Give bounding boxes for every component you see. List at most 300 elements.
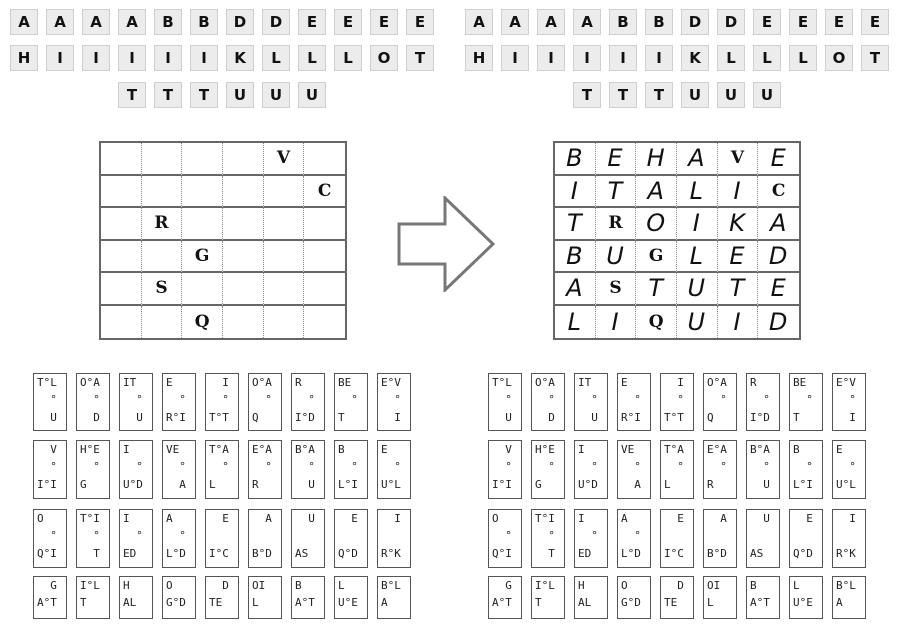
clue-card-line: R — [707, 478, 727, 491]
letter-tile[interactable]: H — [465, 45, 493, 71]
grid-cell[interactable]: R — [596, 208, 637, 241]
grid-cell[interactable]: U — [677, 306, 718, 339]
letter-tile[interactable]: L — [262, 45, 290, 71]
letter-tile[interactable]: T — [118, 82, 146, 108]
clue-card-line: T°A — [209, 443, 229, 456]
clue-card-line — [381, 530, 401, 541]
grid-cell[interactable] — [101, 143, 142, 176]
clue-card[interactable] — [76, 440, 110, 499]
clue-card-line: H — [123, 579, 143, 592]
grid-cell[interactable] — [182, 273, 223, 306]
clue-card[interactable] — [162, 440, 196, 499]
grid-cell[interactable] — [101, 306, 142, 339]
grid-cell[interactable] — [223, 273, 264, 306]
clue-card[interactable] — [33, 440, 67, 499]
clue-card[interactable] — [660, 440, 694, 499]
clue-card[interactable] — [291, 576, 325, 619]
clue-card-line: ° — [492, 529, 512, 542]
clue-card[interactable] — [832, 509, 866, 568]
letter-tile[interactable]: E — [370, 9, 398, 35]
letter-tile[interactable]: E — [334, 9, 362, 35]
clue-card-line: I°L — [80, 579, 100, 592]
letter-tile[interactable]: O — [370, 45, 398, 71]
clue-card[interactable] — [248, 440, 282, 499]
grid-cell[interactable]: A — [677, 143, 718, 176]
clue-card[interactable] — [746, 440, 780, 499]
clue-card-line: TE — [664, 596, 684, 609]
grid-cell[interactable] — [223, 241, 264, 274]
letter-tile[interactable]: B — [154, 9, 182, 35]
clue-card[interactable] — [617, 509, 651, 568]
grid-cell[interactable] — [182, 208, 223, 241]
clue-card[interactable] — [205, 509, 239, 568]
clue-card[interactable] — [76, 576, 110, 619]
clue-card-line: U — [123, 411, 143, 424]
clue-card[interactable] — [488, 576, 522, 619]
clue-card-line: L°I — [793, 478, 813, 491]
clue-card[interactable] — [205, 440, 239, 499]
clue-card-line — [338, 530, 358, 541]
grid-cell[interactable]: S — [596, 273, 637, 306]
clue-card-line: R — [295, 376, 315, 389]
grid-cell[interactable] — [101, 208, 142, 241]
clue-card[interactable] — [248, 509, 282, 568]
clue-card-line: O°A — [80, 376, 100, 389]
clue-card[interactable] — [789, 576, 823, 619]
letter-tile[interactable]: H — [10, 45, 38, 71]
clue-card[interactable] — [660, 373, 694, 431]
letter-tile[interactable]: T — [190, 82, 218, 108]
letter-tile[interactable]: L — [753, 45, 781, 71]
clue-card-line: AL — [578, 596, 598, 609]
grid-cell[interactable]: O — [636, 208, 677, 241]
letter-tile[interactable]: A — [10, 9, 38, 35]
letter-tile[interactable]: E — [406, 9, 434, 35]
grid-cell[interactable]: T — [718, 273, 759, 306]
letter-tile[interactable]: A — [501, 9, 529, 35]
clue-card[interactable] — [334, 373, 368, 431]
clue-card[interactable] — [162, 509, 196, 568]
clue-card-line: I — [664, 376, 684, 389]
clue-card[interactable] — [334, 576, 368, 619]
grid-cell[interactable]: U — [677, 273, 718, 306]
clue-card-line: T — [338, 411, 358, 424]
clue-card-line: D — [664, 579, 684, 592]
grid-cell[interactable]: T — [636, 273, 677, 306]
grid-cell[interactable] — [264, 208, 305, 241]
clue-card-line: A°T — [295, 596, 315, 609]
clue-card-line — [750, 530, 770, 541]
clue-card-line: E — [381, 443, 401, 456]
clue-card[interactable] — [291, 440, 325, 499]
letter-tile[interactable]: I — [537, 45, 565, 71]
solution-grid — [553, 141, 801, 340]
letter-tile[interactable]: B — [190, 9, 218, 35]
grid-cell[interactable] — [264, 273, 305, 306]
grid-cell[interactable] — [223, 176, 264, 209]
grid-cell[interactable] — [304, 306, 345, 339]
letter-tile[interactable]: T — [154, 82, 182, 108]
letter-tile[interactable]: D — [681, 9, 709, 35]
letter-tile[interactable]: I — [46, 45, 74, 71]
clue-card-line: D — [535, 411, 555, 424]
grid-cell[interactable] — [264, 306, 305, 339]
clue-card[interactable] — [488, 440, 522, 499]
letter-tile[interactable]: E — [861, 9, 889, 35]
clue-card-line: ° — [750, 393, 770, 406]
clue-card[interactable] — [789, 373, 823, 431]
grid-cell[interactable]: H — [636, 143, 677, 176]
letter-tile[interactable]: U — [262, 82, 290, 108]
clue-card-line — [836, 530, 856, 541]
right-arrow-icon — [397, 196, 497, 292]
letter-tile[interactable]: O — [825, 45, 853, 71]
clue-card-line: H°E — [80, 443, 100, 456]
grid-cell[interactable] — [223, 143, 264, 176]
clue-card[interactable] — [531, 576, 565, 619]
letter-tile[interactable]: U — [298, 82, 326, 108]
clue-card[interactable] — [660, 576, 694, 619]
clue-card-line: ° — [80, 529, 100, 542]
clue-card[interactable] — [119, 576, 153, 619]
grid-cell[interactable]: T — [596, 176, 637, 209]
grid-cell[interactable] — [101, 273, 142, 306]
grid-cell[interactable]: K — [718, 208, 759, 241]
letter-tile[interactable]: L — [298, 45, 326, 71]
grid-cell[interactable]: I — [596, 306, 637, 339]
clue-card-line: ° — [664, 460, 684, 473]
letter-tile[interactable]: I — [573, 45, 601, 71]
grid-cell[interactable] — [101, 241, 142, 274]
clue-card-line: I — [381, 512, 401, 525]
grid-cell[interactable]: E — [758, 143, 799, 176]
grid-cell[interactable] — [304, 273, 345, 306]
clue-card[interactable] — [488, 373, 522, 431]
grid-cell[interactable] — [101, 176, 142, 209]
clue-card-line: ° — [535, 393, 555, 406]
grid-cell[interactable]: C — [758, 176, 799, 209]
letter-tile[interactable]: T — [861, 45, 889, 71]
letter-tile[interactable]: L — [717, 45, 745, 71]
clue-card-line: U°D — [578, 478, 598, 491]
clue-card[interactable] — [746, 509, 780, 568]
clue-card[interactable] — [531, 373, 565, 431]
grid-cell[interactable] — [182, 176, 223, 209]
grid-cell[interactable] — [304, 208, 345, 241]
letter-tile[interactable]: I — [118, 45, 146, 71]
clue-card-line: VE — [166, 443, 186, 456]
letter-tile[interactable]: T — [573, 82, 601, 108]
grid-cell[interactable]: E — [596, 143, 637, 176]
grid-cell[interactable]: A — [555, 273, 596, 306]
clue-card[interactable] — [660, 509, 694, 568]
letter-tile[interactable]: A — [46, 9, 74, 35]
clue-card[interactable] — [162, 576, 196, 619]
clue-card-line: U°L — [836, 478, 856, 491]
clue-card-line: ° — [535, 529, 555, 542]
clue-card-line: I — [123, 512, 143, 525]
grid-cell[interactable]: B — [555, 241, 596, 274]
clue-card-line: ° — [707, 393, 727, 406]
clue-card-line: ° — [166, 529, 186, 542]
letter-tile[interactable]: B — [609, 9, 637, 35]
clue-card[interactable] — [119, 440, 153, 499]
clue-card-line: D — [209, 579, 229, 592]
clue-card-line: Q°D — [793, 547, 813, 560]
grid-cell[interactable]: L — [555, 306, 596, 339]
letter-tile[interactable]: L — [334, 45, 362, 71]
clue-card[interactable] — [703, 509, 737, 568]
grid-cell[interactable]: G — [182, 241, 223, 274]
clue-card[interactable] — [531, 440, 565, 499]
clue-card[interactable] — [76, 509, 110, 568]
letter-tile[interactable]: D — [226, 9, 254, 35]
clue-card[interactable] — [617, 373, 651, 431]
clue-card[interactable] — [76, 373, 110, 431]
clue-card-line: R°I — [166, 411, 186, 424]
letter-tile[interactable]: E — [825, 9, 853, 35]
clue-card-line: T°T — [664, 411, 684, 424]
letter-tile[interactable]: D — [262, 9, 290, 35]
clue-card-line — [295, 530, 315, 541]
clue-card[interactable] — [832, 576, 866, 619]
clue-card[interactable] — [33, 576, 67, 619]
grid-cell[interactable]: B — [555, 143, 596, 176]
clue-card-line: R°K — [836, 547, 856, 560]
grid-cell[interactable]: I — [718, 306, 759, 339]
grid-cell[interactable] — [142, 241, 183, 274]
letter-tile[interactable]: T — [609, 82, 637, 108]
clue-card-line: TE — [209, 596, 229, 609]
clue-card[interactable] — [291, 509, 325, 568]
clue-card-line: H — [578, 579, 598, 592]
clue-card[interactable] — [703, 373, 737, 431]
letter-tile[interactable]: A — [537, 9, 565, 35]
grid-cell[interactable]: R — [142, 208, 183, 241]
clue-card-line: R°I — [621, 411, 641, 424]
clue-card-line: L — [338, 579, 358, 592]
grid-cell[interactable]: L — [677, 176, 718, 209]
grid-cell[interactable]: Q — [182, 306, 223, 339]
grid-cell[interactable] — [142, 143, 183, 176]
grid-cell[interactable]: G — [636, 241, 677, 274]
clue-card[interactable] — [703, 576, 737, 619]
clue-card[interactable] — [334, 440, 368, 499]
grid-cell[interactable]: A — [758, 208, 799, 241]
clue-card[interactable] — [248, 373, 282, 431]
grid-cell[interactable]: V — [264, 143, 305, 176]
clue-card[interactable] — [377, 509, 411, 568]
clue-card-line: ° — [37, 529, 57, 542]
clue-card-line: ° — [80, 460, 100, 473]
clue-card-line: T — [80, 596, 100, 609]
clue-card-line: I — [123, 443, 143, 456]
clue-card[interactable] — [162, 373, 196, 431]
grid-cell[interactable] — [304, 143, 345, 176]
clue-card[interactable] — [119, 373, 153, 431]
clue-card-line: Q — [252, 411, 272, 424]
letter-tile[interactable]: A — [573, 9, 601, 35]
clue-card[interactable] — [574, 576, 608, 619]
clue-card[interactable] — [746, 373, 780, 431]
clue-card-line: A°T — [750, 596, 770, 609]
letter-tile[interactable]: K — [226, 45, 254, 71]
clue-card-line: ° — [295, 460, 315, 473]
clue-card[interactable] — [377, 373, 411, 431]
grid-cell[interactable] — [142, 306, 183, 339]
clue-card-line: ° — [793, 393, 813, 406]
clue-card[interactable] — [574, 509, 608, 568]
letter-tile[interactable]: U — [681, 82, 709, 108]
clue-card-line: ° — [492, 460, 512, 473]
letter-tile[interactable]: L — [789, 45, 817, 71]
clue-card-line: I — [836, 411, 856, 424]
grid-cell[interactable]: V — [718, 143, 759, 176]
clue-card-line: A°T — [492, 596, 512, 609]
clue-card[interactable] — [33, 373, 67, 431]
grid-cell[interactable]: Q — [636, 306, 677, 339]
grid-cell[interactable]: D — [758, 241, 799, 274]
letter-tile[interactable]: I — [645, 45, 673, 71]
letter-tile[interactable]: U — [717, 82, 745, 108]
clue-card[interactable] — [488, 509, 522, 568]
clue-card[interactable] — [205, 373, 239, 431]
letter-tile[interactable]: A — [118, 9, 146, 35]
clue-card-line: L — [664, 478, 684, 491]
clue-card[interactable] — [248, 576, 282, 619]
clue-card-line: B°D — [252, 547, 272, 560]
clue-card-line: E°A — [707, 443, 727, 456]
clue-card-line: A — [166, 512, 186, 525]
clue-card[interactable] — [617, 576, 651, 619]
clue-card-line: B — [295, 579, 315, 592]
clue-card[interactable] — [377, 576, 411, 619]
clue-card[interactable] — [746, 576, 780, 619]
clue-card[interactable] — [119, 509, 153, 568]
clue-card[interactable] — [33, 509, 67, 568]
grid-cell[interactable]: I — [718, 176, 759, 209]
letter-tile[interactable]: K — [681, 45, 709, 71]
grid-cell[interactable]: U — [596, 241, 637, 274]
clue-card[interactable] — [617, 440, 651, 499]
clue-card[interactable] — [574, 373, 608, 431]
clue-card-line: E — [209, 512, 229, 525]
clue-card-line: ° — [123, 393, 143, 406]
letter-tile[interactable]: E — [789, 9, 817, 35]
clue-card-line: I — [381, 411, 401, 424]
grid-cell[interactable]: E — [758, 273, 799, 306]
clue-card-line: O — [166, 579, 186, 592]
letter-tile[interactable]: I — [82, 45, 110, 71]
grid-cell[interactable]: I — [677, 208, 718, 241]
letter-tile[interactable]: U — [226, 82, 254, 108]
clue-card[interactable] — [377, 440, 411, 499]
clue-card[interactable] — [531, 509, 565, 568]
grid-cell[interactable]: E — [718, 241, 759, 274]
clue-card-line — [707, 530, 727, 541]
clue-card[interactable] — [832, 440, 866, 499]
clue-card[interactable] — [291, 373, 325, 431]
letter-tile[interactable]: U — [753, 82, 781, 108]
grid-cell[interactable] — [264, 241, 305, 274]
grid-cell[interactable] — [182, 143, 223, 176]
clue-card-line: I°I — [37, 478, 57, 491]
clue-card[interactable] — [789, 440, 823, 499]
clue-card[interactable] — [832, 373, 866, 431]
grid-cell[interactable]: S — [142, 273, 183, 306]
clue-card-line: R — [252, 478, 272, 491]
clue-card-line: U — [492, 411, 512, 424]
clue-card[interactable] — [334, 509, 368, 568]
clue-card-line: AL — [123, 596, 143, 609]
clue-card-line: T°T — [209, 411, 229, 424]
clue-card-line: IT — [123, 376, 143, 389]
clue-card-line: B°L — [836, 579, 856, 592]
clue-card-line: L°D — [166, 547, 186, 560]
clue-card[interactable] — [205, 576, 239, 619]
grid-cell[interactable]: C — [304, 176, 345, 209]
letter-tile[interactable]: T — [406, 45, 434, 71]
letter-tile[interactable]: I — [190, 45, 218, 71]
grid-cell[interactable] — [223, 208, 264, 241]
letter-tile[interactable]: A — [82, 9, 110, 35]
grid-cell[interactable] — [223, 306, 264, 339]
letter-tile[interactable]: E — [753, 9, 781, 35]
clue-card-line: G°D — [166, 596, 186, 609]
letter-tile[interactable]: I — [501, 45, 529, 71]
grid-cell[interactable]: T — [555, 208, 596, 241]
clue-card-line: U — [37, 411, 57, 424]
clue-card[interactable] — [789, 509, 823, 568]
clue-card-line: B — [793, 443, 813, 456]
letter-tile[interactable]: I — [609, 45, 637, 71]
clue-card-line: G — [535, 478, 555, 491]
letter-tile[interactable]: D — [717, 9, 745, 35]
clue-card[interactable] — [574, 440, 608, 499]
letter-tile[interactable]: T — [645, 82, 673, 108]
clue-card-line: U — [750, 478, 770, 491]
grid-cell[interactable]: L — [677, 241, 718, 274]
clue-card-line: E — [166, 376, 186, 389]
clue-card-line: L — [707, 596, 727, 609]
grid-cell[interactable] — [304, 241, 345, 274]
grid-cell[interactable] — [142, 176, 183, 209]
clue-card-line: ° — [836, 460, 856, 473]
clue-card-line: ° — [381, 460, 401, 473]
clue-card[interactable] — [703, 440, 737, 499]
grid-cell[interactable]: A — [636, 176, 677, 209]
clue-card-line: ° — [707, 460, 727, 473]
clue-card-line: L — [252, 596, 272, 609]
clue-card-line: A°T — [37, 596, 57, 609]
letter-tile[interactable]: E — [298, 9, 326, 35]
letter-tile[interactable]: I — [154, 45, 182, 71]
clue-card-line: G°D — [621, 596, 641, 609]
clue-card-line: ° — [492, 393, 512, 406]
grid-cell[interactable] — [264, 176, 305, 209]
clue-card-line: ED — [123, 547, 143, 560]
clue-card-line: T°I — [535, 512, 555, 525]
clue-card-line: A — [836, 596, 856, 609]
grid-cell[interactable]: D — [768, 307, 789, 336]
clue-card-line: B — [750, 579, 770, 592]
clue-card-line: I — [209, 376, 229, 389]
clue-card-line: I°I — [492, 478, 512, 491]
letter-tile[interactable]: A — [465, 9, 493, 35]
letter-tile[interactable]: B — [645, 9, 673, 35]
grid-cell[interactable]: I — [555, 176, 596, 209]
clue-card-line: VE — [621, 443, 641, 456]
